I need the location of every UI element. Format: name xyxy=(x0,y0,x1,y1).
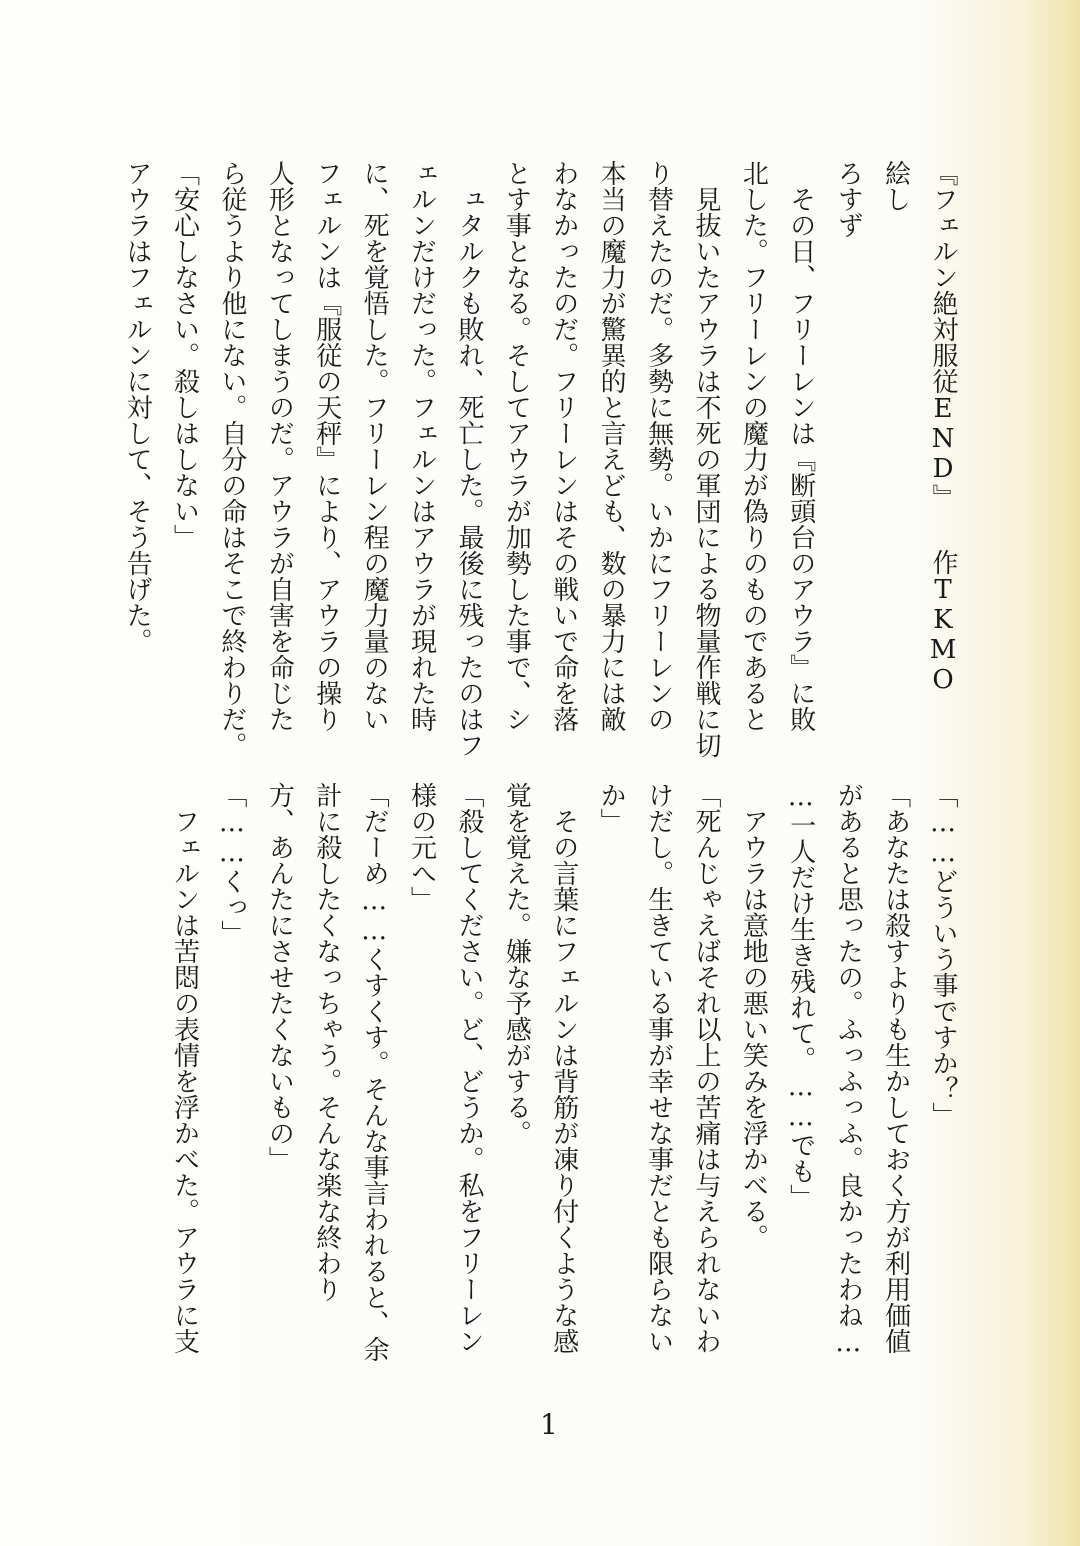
text-line: 「安心しなさい。殺しはしない」 xyxy=(169,160,200,550)
story-title: 『フェルン絶対服従END』 作TKMO 絵し xyxy=(880,160,958,747)
text-line: 本当の魔力が驚異的と言えども、数の暴力には敵 xyxy=(596,160,627,732)
text-line: 様の元へ」 xyxy=(406,782,437,912)
top-text-block xyxy=(122,160,966,772)
text-line: り替えたのだ。多勢に無勢。いかにフリーレンの xyxy=(643,160,674,732)
text-line: その日、フリーレンは『断頭台のアウラ』に敗 xyxy=(785,186,816,732)
text-line: ろすず xyxy=(833,160,864,238)
text-line: フェルンは『服従の天秤』により、アウラの操り xyxy=(311,160,342,732)
text-line: があると思ったの。ふっふっふ。良かったわね… xyxy=(833,782,864,1358)
text-line: 「殺してください。ど、どうか。私をフリーレン xyxy=(453,782,484,1354)
text-line: 「あなたは殺すよりも生かしておく方が利用価値 xyxy=(880,782,911,1354)
text-line: 見抜いたアウラは不死の軍団による物量作戦に切 xyxy=(690,186,721,758)
text-line: フェルンは苦悶の表情を浮かべた。アウラに支 xyxy=(169,808,200,1354)
text-line: 「だーめ……くすくす。そんな事言われると、余 xyxy=(359,782,390,1362)
text-line: 「……どういう事ですか？」 xyxy=(928,782,958,1128)
text-line: …一人だけ生き残れて。……でも」 xyxy=(785,782,816,1210)
text-line: 「……くっ」 xyxy=(216,782,247,946)
text-line: わなかったのだ。フリーレンはその戦いで命を落 xyxy=(548,160,579,732)
bottom-text-block xyxy=(160,782,966,1394)
text-line: アウラはフェルンに対して、そう告げた。 xyxy=(122,160,153,654)
text-line: ェルンだけだった。フェルンはアウラが現れた時 xyxy=(406,160,437,732)
text-line: に、死を覚悟した。フリーレン程の魔力量のない xyxy=(359,160,390,732)
text-line: 計に殺したくなっちゃう。そんな楽な終わり xyxy=(311,782,342,1302)
text-line: ら従うより他にない。自分の命はそこで終わりだ。 xyxy=(216,160,247,758)
text-line: 覚を覚えた。嫌な予感がする。 xyxy=(501,782,532,1146)
text-line: 人形となってしまうのだ。アウラが自害を命じた xyxy=(264,160,295,732)
text-line: 「死んじゃえばそれ以上の苦痛は与えられないわ xyxy=(690,782,721,1354)
text-line: 北した。フリーレンの魔力が偽りのものであると xyxy=(738,160,769,732)
text-line: けだし。生きている事が幸せな事だとも限らない xyxy=(643,782,674,1354)
text-line: その言葉にフェルンは背筋が凍り付くような感 xyxy=(548,808,579,1354)
page-number: 1 xyxy=(540,1408,558,1441)
text-line: 方、あんたにさせたくないもの」 xyxy=(264,782,295,1172)
text-line: とす事となる。そしてアウラが加勢した事で、シ xyxy=(501,160,532,732)
text-line: ュタルクも敗れ、死亡した。最後に残ったのはフ xyxy=(453,186,484,758)
text-line: アウラは意地の悪い笑みを浮かべる。 xyxy=(738,808,769,1250)
text-line: か」 xyxy=(596,782,627,834)
